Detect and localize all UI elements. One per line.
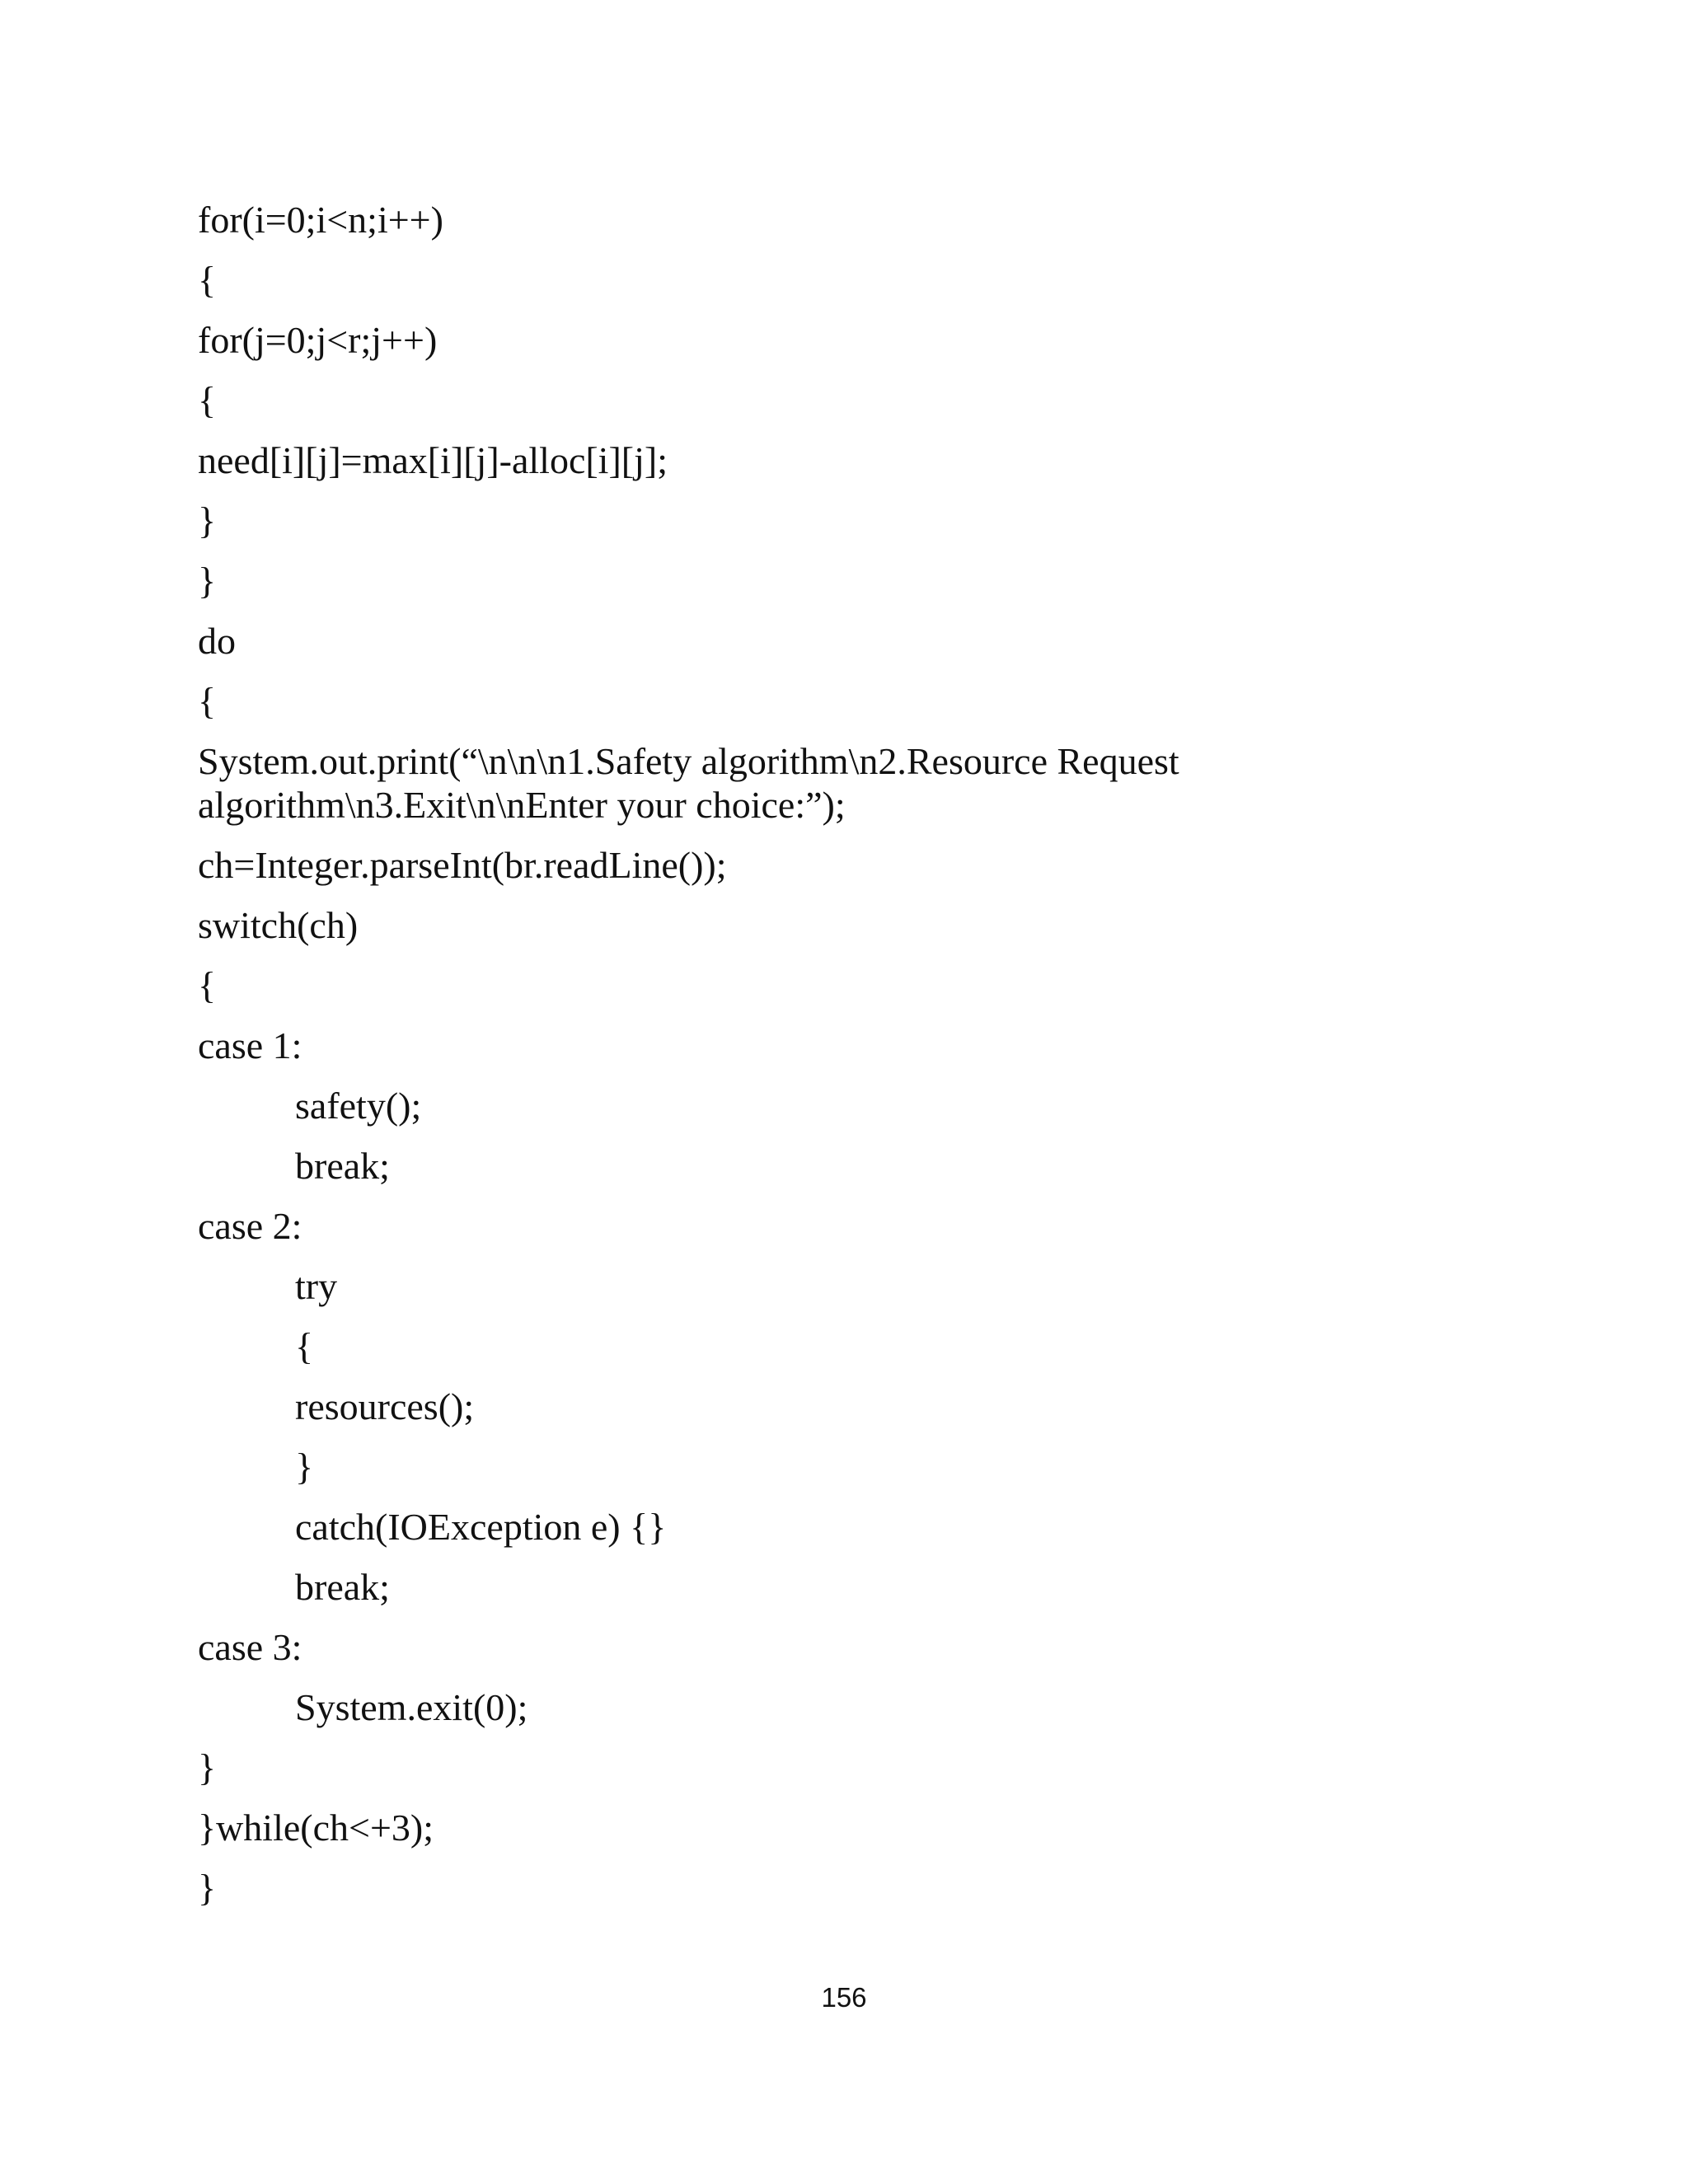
code-line: { [198, 680, 217, 722]
code-line: System.exit(0); [295, 1686, 528, 1728]
code-line: ch=Integer.parseInt(br.readLine()); [198, 844, 727, 886]
code-line: case 1: [198, 1024, 302, 1066]
code-line: switch(ch) [198, 904, 359, 946]
code-line: { [198, 379, 217, 421]
code-line: for(i=0;i<n;i++) [198, 199, 443, 241]
code-line: } [198, 1867, 217, 1909]
code-line: break; [295, 1145, 390, 1187]
code-line: { [198, 259, 217, 301]
code-line: try [295, 1265, 338, 1307]
code-line: resources(); [295, 1385, 475, 1427]
code-line: }while(ch<+3); [198, 1807, 434, 1849]
code-line: case 2: [198, 1205, 302, 1247]
code-line: case 3: [198, 1626, 302, 1668]
code-line: do [198, 620, 236, 662]
page-number: 156 [821, 1982, 867, 2013]
code-line: } [198, 499, 217, 541]
code-line: System.out.print(“\n\n\n1.Safety algorithm\n2.Resource Request [198, 740, 1179, 782]
code-line: } [295, 1446, 314, 1488]
code-line: } [198, 1746, 217, 1788]
code-line: safety(); [295, 1085, 422, 1127]
code-line: { [295, 1325, 314, 1367]
code-line: { [198, 964, 217, 1006]
code-line: break; [295, 1566, 390, 1608]
code-line: for(j=0;j<r;j++) [198, 319, 438, 361]
code-line: } [198, 560, 217, 602]
code-line: catch(IOException e) {} [295, 1506, 667, 1548]
code-line: need[i][j]=max[i][j]-alloc[i][j]; [198, 439, 668, 481]
code-line: algorithm\n3.Exit\n\nEnter your choice:”); [198, 784, 846, 826]
